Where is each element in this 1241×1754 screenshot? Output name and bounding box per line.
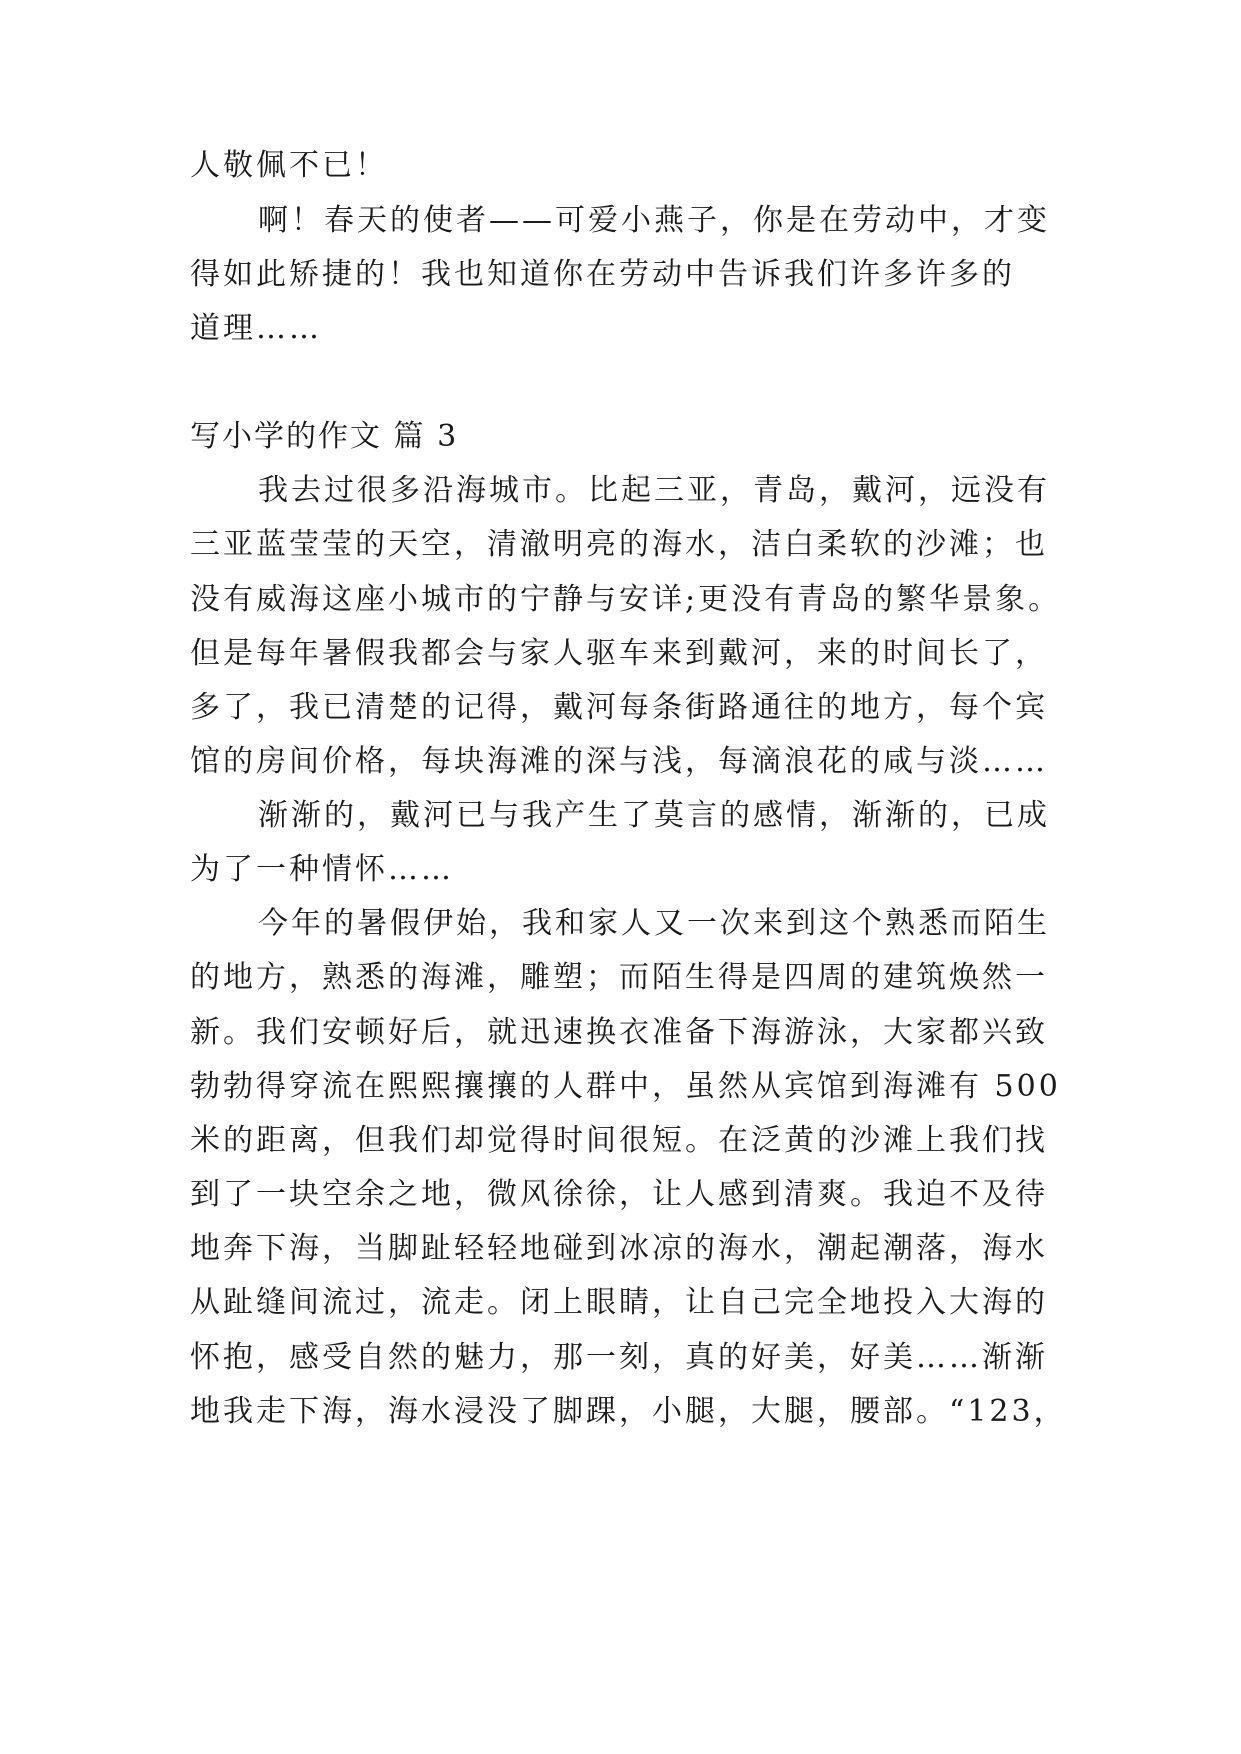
paragraph-line: 人敬佩不已！ — [190, 148, 388, 183]
paragraph-line: 勃勃得穿流在熙熙攘攘的人群中，虽然从宾馆到海滩有 500 — [190, 1069, 1061, 1104]
paragraph-line: 馆的房间价格，每块海滩的深与浅，每滴浪花的咸与淡…… — [190, 744, 1048, 779]
paragraph-line: 我去过很多沿海城市。比起三亚，青岛，戴河，远没有 — [258, 473, 1050, 508]
paragraph-line: 到了一块空余之地，微风徐徐，让人感到清爽。我迫不及待 — [190, 1177, 1048, 1212]
paragraph-line: 的地方，熟悉的海滩，雕塑；而陌生得是四周的建筑焕然一 — [190, 960, 1048, 995]
paragraph-line: 渐渐的，戴河已与我产生了莫言的感情，渐渐的，已成 — [258, 798, 1050, 833]
paragraph-line: 地我走下海，海水浸没了脚踝，小腿，大腿，腰部。“123， — [190, 1394, 1067, 1429]
paragraph-line: 地奔下海，当脚趾轻轻地碰到冰凉的海水，潮起潮落，海水 — [190, 1231, 1048, 1266]
paragraph-line: 为了一种情怀…… — [190, 852, 454, 887]
section-heading: 写小学的作文 篇 3 — [190, 419, 459, 454]
paragraph-line: 怀抱，感受自然的魅力，那一刻，真的好美，好美……渐渐 — [190, 1340, 1048, 1375]
paragraph-line: 三亚蓝莹莹的天空，清澈明亮的海水，洁白柔软的沙滩；也 — [190, 527, 1048, 562]
paragraph-line: 多了，我已清楚的记得，戴河每条街路通往的地方，每个宾 — [190, 690, 1048, 725]
paragraph-line: 但是每年暑假我都会与家人驱车来到戴河，来的时间长了， — [190, 636, 1048, 671]
paragraph-line: 道理…… — [190, 311, 322, 346]
paragraph-line: 啊！春天的使者——可爱小燕子，你是在劳动中，才变 — [258, 203, 1050, 238]
paragraph-line: 没有威海这座小城市的宁静与安详;更没有青岛的繁华景象。 — [190, 582, 1062, 617]
paragraph-line: 新。我们安顿好后，就迅速换衣准备下海游泳，大家都兴致 — [190, 1015, 1048, 1050]
paragraph-line: 米的距离，但我们却觉得时间很短。在泛黄的沙滩上我们找 — [190, 1123, 1048, 1158]
paragraph-line: 从趾缝间流过，流走。闭上眼睛，让自己完全地投入大海的 — [190, 1285, 1048, 1320]
paragraph-line: 得如此矫捷的！我也知道你在劳动中告诉我们许多许多的 — [190, 257, 1015, 292]
paragraph-line: 今年的暑假伊始，我和家人又一次来到这个熟悉而陌生 — [258, 906, 1050, 941]
